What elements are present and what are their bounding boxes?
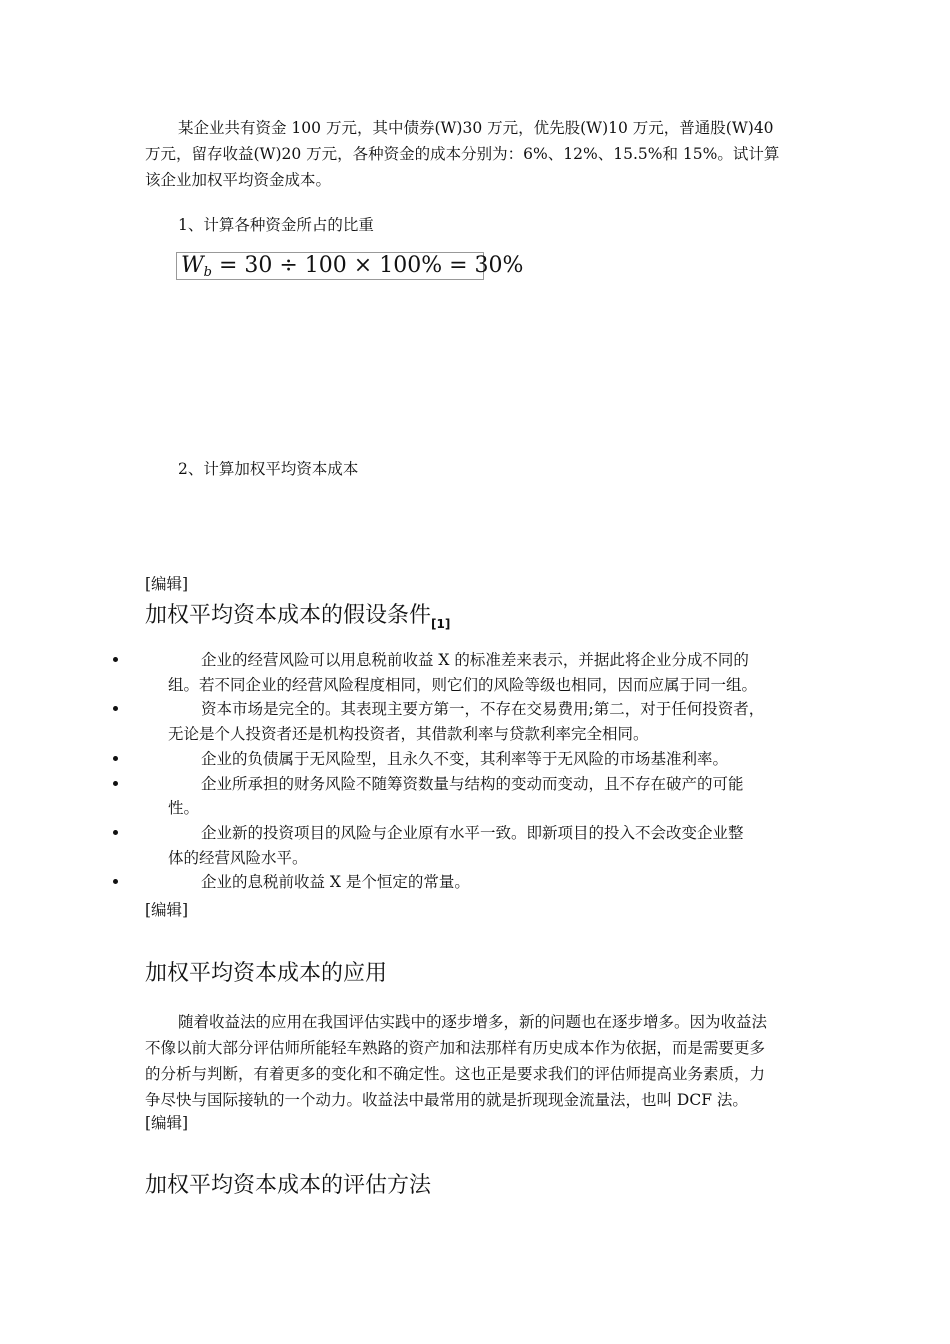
list-item-line: 资本市场是完全的。其表现主要方第一，不存在交易费用;第二，对于任何投资者， — [201, 700, 765, 719]
list-item — [141, 870, 801, 895]
list-item-line: 无论是个人投资者还是机构投资者，其借款利率与贷款利率完全相同。 — [168, 725, 649, 744]
bullet-icon — [113, 706, 118, 711]
assumptions-heading — [145, 598, 450, 631]
step-2-heading: 2、计算加权平均资本成本 — [178, 460, 359, 478]
method-heading: 加权平均资本成本的评估方法 — [145, 1173, 432, 1198]
formula-rhs: = 30 ÷ 100 × 100% = 30% — [211, 253, 524, 278]
bullet-icon — [113, 781, 118, 786]
formula-weight-bonds — [176, 252, 524, 280]
intro-line-2: 万元，留存收益(W)20 万元，各种资金的成本分别为：6%、12%、15.5%和 15%。试计算 — [145, 145, 780, 163]
application-line: 的分析与判断，有着更多的变化和不确定性。这也正是要求我们的评估师提高业务素质，力 — [145, 1065, 766, 1083]
application-line: 不像以前大部分评估师所能轻车熟路的资产加和法那样有历史成本作为依据，而是需要更多 — [145, 1039, 766, 1057]
list-item-line: 性。 — [168, 799, 200, 818]
assumptions-title: 加权平均资本成本的假设条件 — [145, 603, 432, 628]
list-item — [141, 747, 801, 772]
list-item-line: 组。若不同企业的经营风险程度相同，则它们的风险等级也相同，因而应属于同一组。 — [168, 675, 758, 694]
edit-link-1[interactable]: [编辑] — [145, 575, 189, 593]
list-item-line: 企业的息税前收益 X 是个恒定的常量。 — [201, 873, 470, 892]
formula-lhs: W — [181, 253, 204, 278]
intro-line-1: 某企业共有资金 100 万元，其中债券(W)30 万元，优先股(W)10 万元，普通股(W)40 — [178, 119, 774, 137]
formula-subscript: b — [203, 265, 212, 280]
list-item — [141, 648, 801, 697]
application-line: 争尽快与国际接轨的一个动力。收益法中最常用的就是折现现金流量法，也叫 DCF 法。 — [145, 1091, 748, 1109]
edit-link-2[interactable]: [编辑] — [145, 901, 189, 919]
list-item-line: 企业的负债属于无风险型，且永久不变，其利率等于无风险的市场基准利率。 — [201, 749, 729, 768]
assumptions-list — [141, 648, 801, 895]
bullet-icon — [113, 879, 118, 884]
list-item-line: 企业的经营风险可以用息税前收益 X 的标准差来表示，并据此将企业分成不同的 — [201, 651, 749, 669]
citation-link[interactable]: [1] — [431, 617, 451, 631]
list-item — [141, 772, 801, 821]
bullet-icon — [113, 756, 118, 761]
bullet-icon — [113, 657, 118, 662]
list-item-line: 企业所承担的财务风险不随筹资数量与结构的变动而变动，且不存在破产的可能 — [201, 774, 744, 793]
list-item-line: 企业新的投资项目的风险与企业原有水平一致。即新项目的投入不会改变企业整 — [201, 823, 744, 842]
intro-line-3: 该企业加权平均资金成本。 — [145, 171, 332, 189]
intro-paragraph — [145, 115, 825, 193]
list-item — [141, 697, 801, 746]
edit-link-3[interactable]: [编辑] — [145, 1114, 189, 1132]
list-item — [141, 821, 801, 870]
application-heading: 加权平均资本成本的应用 — [145, 961, 388, 986]
application-paragraph — [145, 1009, 825, 1113]
list-item-line: 体的经营风险水平。 — [168, 848, 308, 867]
bullet-icon — [113, 830, 118, 835]
application-line: 随着收益法的应用在我国评估实践中的逐步增多，新的问题也在逐步增多。因为收益法 — [178, 1013, 768, 1031]
step-1-heading: 1、计算各种资金所占的比重 — [178, 216, 374, 234]
